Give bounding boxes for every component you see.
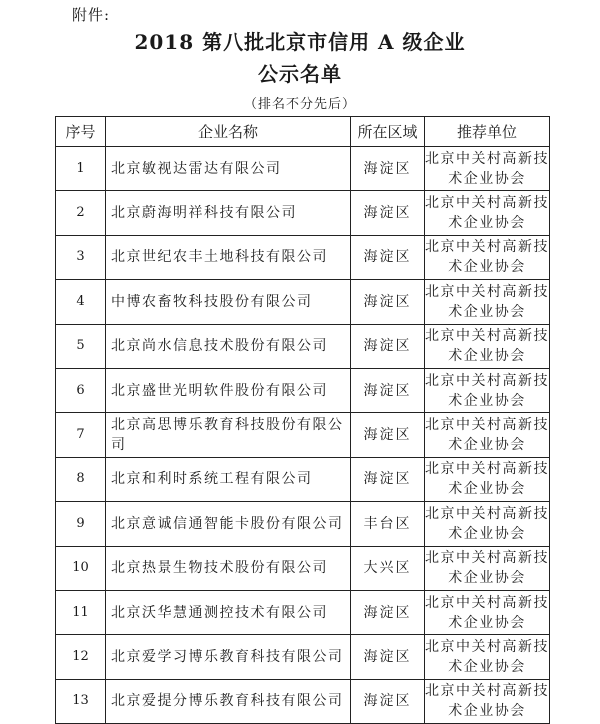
- serial-number-cell: 8: [56, 457, 106, 501]
- table-row: [56, 413, 550, 457]
- district-cell: 海淀区: [351, 191, 425, 235]
- table-row: [56, 191, 550, 235]
- recommending-unit-cell: 北京中关村高新技术企业协会: [425, 635, 550, 679]
- district-cell: 海淀区: [351, 679, 425, 723]
- district-cell: 大兴区: [351, 546, 425, 590]
- company-name-cell: 北京高思博乐教育科技股份有限公司: [106, 413, 351, 457]
- company-name-cell: 北京意诚信通智能卡股份有限公司: [106, 502, 351, 546]
- district-cell: 海淀区: [351, 280, 425, 324]
- table-body: [56, 147, 550, 724]
- table-row: [56, 457, 550, 501]
- serial-number-cell: 1: [56, 147, 106, 191]
- table-row: [56, 635, 550, 679]
- table-row: [56, 235, 550, 279]
- district-cell: 海淀区: [351, 590, 425, 634]
- recommending-unit-cell: 北京中关村高新技术企业协会: [425, 368, 550, 412]
- district-cell: 海淀区: [351, 635, 425, 679]
- recommending-unit-cell: 北京中关村高新技术企业协会: [425, 147, 550, 191]
- table-header-row: [56, 117, 550, 147]
- company-name-cell: 北京沃华慧通测控技术有限公司: [106, 590, 351, 634]
- document-title: 2018 第八批北京市信用 A 级企业: [134, 30, 466, 54]
- company-name-cell: 北京爱提分博乐教育科技有限公司: [106, 679, 351, 723]
- serial-number-cell: 13: [56, 679, 106, 723]
- recommending-unit-cell: 北京中关村高新技术企业协会: [425, 280, 550, 324]
- header-district: 所在区域: [351, 117, 425, 147]
- company-name-cell: 北京世纪农丰土地科技有限公司: [106, 235, 351, 279]
- company-name-cell: 北京和利时系统工程有限公司: [106, 457, 351, 501]
- attachment-label: 附件:: [72, 6, 111, 24]
- ranking-note: （排名不分先后）: [243, 97, 356, 112]
- table-row: [56, 324, 550, 368]
- company-name-cell: 北京爱学习博乐教育科技有限公司: [106, 635, 351, 679]
- company-name-cell: 北京热景生物技术股份有限公司: [106, 546, 351, 590]
- recommending-unit-cell: 北京中关村高新技术企业协会: [425, 457, 550, 501]
- table-row: [56, 502, 550, 546]
- header-company-name: 企业名称: [106, 117, 351, 147]
- recommending-unit-cell: 北京中关村高新技术企业协会: [425, 590, 550, 634]
- district-cell: 海淀区: [351, 235, 425, 279]
- company-name-cell: 北京蔚海明祥科技有限公司: [106, 191, 351, 235]
- district-cell: 海淀区: [351, 324, 425, 368]
- serial-number-cell: 6: [56, 368, 106, 412]
- company-list-table: [55, 116, 550, 724]
- serial-number-cell: 5: [56, 324, 106, 368]
- table-row: [56, 368, 550, 412]
- table-row: [56, 546, 550, 590]
- table-row: [56, 679, 550, 723]
- table-row: [56, 280, 550, 324]
- company-name-cell: 北京盛世光明软件股份有限公司: [106, 368, 351, 412]
- serial-number-cell: 12: [56, 635, 106, 679]
- recommending-unit-cell: 北京中关村高新技术企业协会: [425, 413, 550, 457]
- recommending-unit-cell: 北京中关村高新技术企业协会: [425, 191, 550, 235]
- serial-number-cell: 2: [56, 191, 106, 235]
- serial-number-cell: 10: [56, 546, 106, 590]
- company-name-cell: 北京尚水信息技术股份有限公司: [106, 324, 351, 368]
- district-cell: 丰台区: [351, 502, 425, 546]
- recommending-unit-cell: 北京中关村高新技术企业协会: [425, 546, 550, 590]
- serial-number-cell: 4: [56, 280, 106, 324]
- district-cell: 海淀区: [351, 147, 425, 191]
- district-cell: 海淀区: [351, 368, 425, 412]
- header-serial-number: 序号: [56, 117, 106, 147]
- recommending-unit-cell: 北京中关村高新技术企业协会: [425, 235, 550, 279]
- recommending-unit-cell: 北京中关村高新技术企业协会: [425, 324, 550, 368]
- serial-number-cell: 3: [56, 235, 106, 279]
- table-row: [56, 590, 550, 634]
- company-name-cell: 中博农畜牧科技股份有限公司: [106, 280, 351, 324]
- serial-number-cell: 7: [56, 413, 106, 457]
- district-cell: 海淀区: [351, 457, 425, 501]
- document-subtitle: 公示名单: [258, 62, 342, 86]
- header-recommending-unit: 推荐单位: [425, 117, 550, 147]
- recommending-unit-cell: 北京中关村高新技术企业协会: [425, 679, 550, 723]
- recommending-unit-cell: 北京中关村高新技术企业协会: [425, 502, 550, 546]
- company-name-cell: 北京敏视达雷达有限公司: [106, 147, 351, 191]
- serial-number-cell: 9: [56, 502, 106, 546]
- serial-number-cell: 11: [56, 590, 106, 634]
- district-cell: 海淀区: [351, 413, 425, 457]
- table-row: [56, 147, 550, 191]
